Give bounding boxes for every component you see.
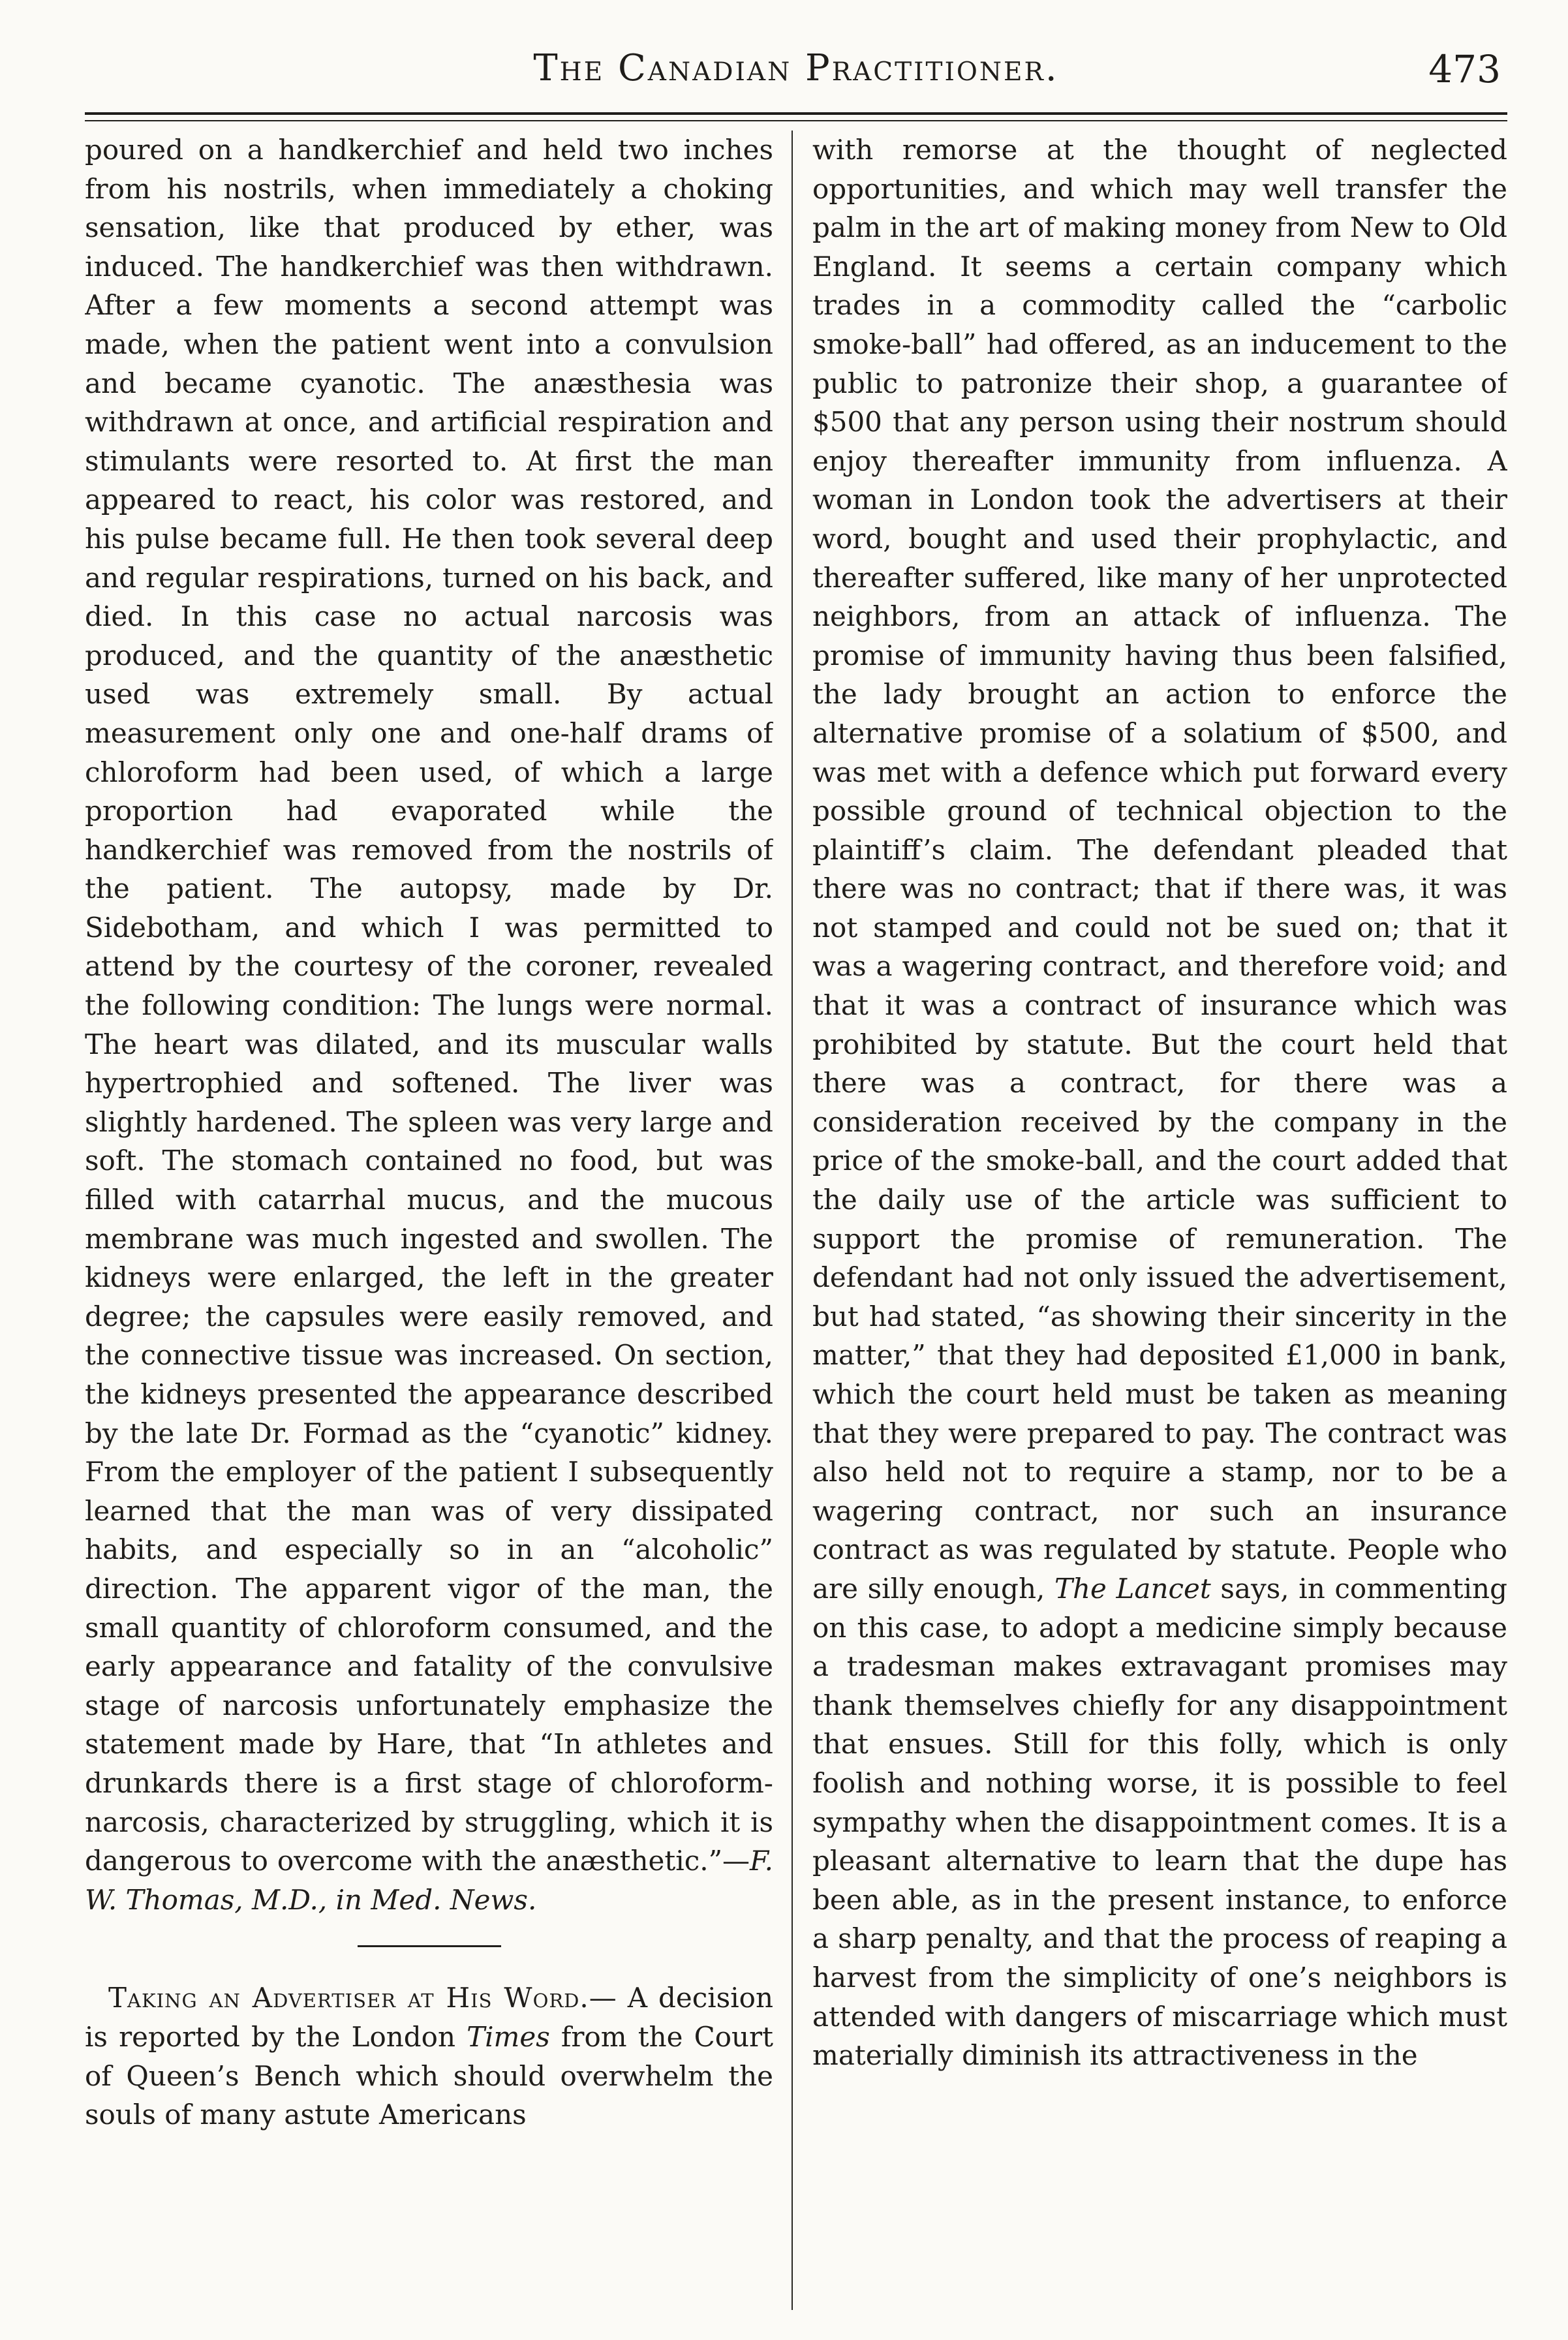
advertiser-article-opening bbox=[85, 1978, 773, 2134]
page-header bbox=[85, 39, 1507, 111]
citation: F. W. Thomas, M.D., in Med. News. bbox=[85, 1845, 773, 1916]
advertiser-article-continuation bbox=[812, 131, 1507, 2075]
lancet-reference: The Lancet bbox=[1054, 1572, 1211, 1605]
right-column bbox=[812, 131, 1507, 2310]
case-report-text: poured on a handkerchief and held two inches from his nostrils, when immediately a choking sensation, like that produced by ether, was induced. The handkerchief was then withdrawn. After a few moments a second attempt was made, when the patient went into a convulsion and became cyanotic. The anæsthesia was withdrawn at once, and artificial respiration and stimulants were resorted to. At first the man appeared to react, his color was restored, and his pulse became full. He then took several deep and regular respirations, turned on his back, and died. In this case no actual narcosis was produced, and the quantity of the anæsthetic used was extremely small. By actual measurement only one and one-half drams of chloroform had been used, of which a large proportion had evaporated while the handkerchief was removed from the nostrils of the patient. The autopsy, made by Dr. Sidebotham, and which I was permitted to attend by the courtesy of the coroner, revealed the following condition: The lungs were normal. The heart was dilated, and its muscular walls hypertrophied and softened. The liver was slightly hardened. The spleen was very large and soft. The stomach contained no food, but was filled with catarrhal mucus, and the mucous membrane was much ingested and swollen. The kidneys were enlarged, the left in the greater degree; the capsules were easily removed, and the connective tissue was increased. On section, the kidneys presented the appearance described by the late Dr. Formad as the “cyanotic” kidney. From the employer of the patient I subsequently learned that the man was of very dissipated habits, and especially so in an “alcoholic” direction. The apparent vigor of the man, the small quantity of chloroform consumed, and the early appearance and fatality of the convulsive stage of narcosis unfortunately emphasize the statement made by Hare, that “In athletes and drunkards there is a first stage of chloroform-narcosis, characterized by struggling, which it is dangerous to overcome with the anæsthetic.”— bbox=[85, 134, 773, 1877]
article-text-1: with remorse at the thought of neglected opportunities, and which may well transfer the palm in the art of making money from New to Old England. It seems a certain company which trades in a commodity called the “carbolic smoke-ball” had offered, as an inducement to the public to patronize their shop, a guarantee of $500 that any person using their nostrum should enjoy thereafter immunity from influenza. A woman in London took the advertisers at their word, bought and used their prophylactic, and thereafter suffered, like many of her unprotected neighbors, from an attack of influenza. The promise of immunity having thus been falsified, the lady brought an action to enforce the alternative promise of a solatium of $500, and was met with a defence which put forward every possible ground of technical objection to the plaintiff’s claim. The defendant pleaded that there was no contract; that if there was, it was not stamped and could not be sued on; that it was a wagering contract, and therefore void; and that it was a contract of insurance which was prohibited by statute. But the court held that there was a contract, for there was a consideration received by the company in the price of the smoke-ball, and the court added that the daily use of the article was sufficient to support the promise of remuneration. The defendant had not only issued the advertisement, but had stated, “as showing their sincerity in the matter,” that they had deposited £1,000 in bank, which the court held must be taken as meaning that they were prepared to pay. The contract was also held not to require a stamp, nor to be a wagering contract, nor such an insurance contract as was regulated by statute. People who are silly enough, bbox=[812, 134, 1507, 1605]
section-heading: Taking an Advertiser at His Word. bbox=[108, 1982, 589, 2014]
article-text-2: says, in commenting on this case, to adopt a medicine simply because a tradesman makes extravagant promises may thank themselves chiefly for any disappointment that ensues. Still for this folly, which is only foolish and nothing worse, it is possible to feel sympathy when the disappointment comes. It is a pleasant alternative to learn that the dupe has been able, as in the present instance, to enforce a sharp penalty, and that the process of reaping a harvest from the simplicity of one’s neighbors is attended with dangers of miscarriage which must materially diminish its attractiveness in the bbox=[812, 1572, 1507, 2072]
times-reference: Times bbox=[467, 2020, 550, 2053]
column-divider bbox=[792, 131, 793, 2310]
running-title: The Canadian Practitioner. bbox=[533, 47, 1059, 89]
header-rule-thin bbox=[85, 120, 1507, 121]
section-dash: — bbox=[589, 1982, 617, 2014]
case-report-paragraph bbox=[85, 131, 773, 1919]
left-column bbox=[85, 131, 773, 2310]
section-divider bbox=[358, 1945, 501, 1947]
page-number: 473 bbox=[1428, 47, 1501, 91]
section-text-2: from the Court of Queen’s Bench which should overwhelm the souls of many astute Americans bbox=[85, 2020, 773, 2131]
header-rule-thick bbox=[85, 112, 1507, 115]
section-text-1: A decision is reported by the London bbox=[85, 1982, 773, 2053]
